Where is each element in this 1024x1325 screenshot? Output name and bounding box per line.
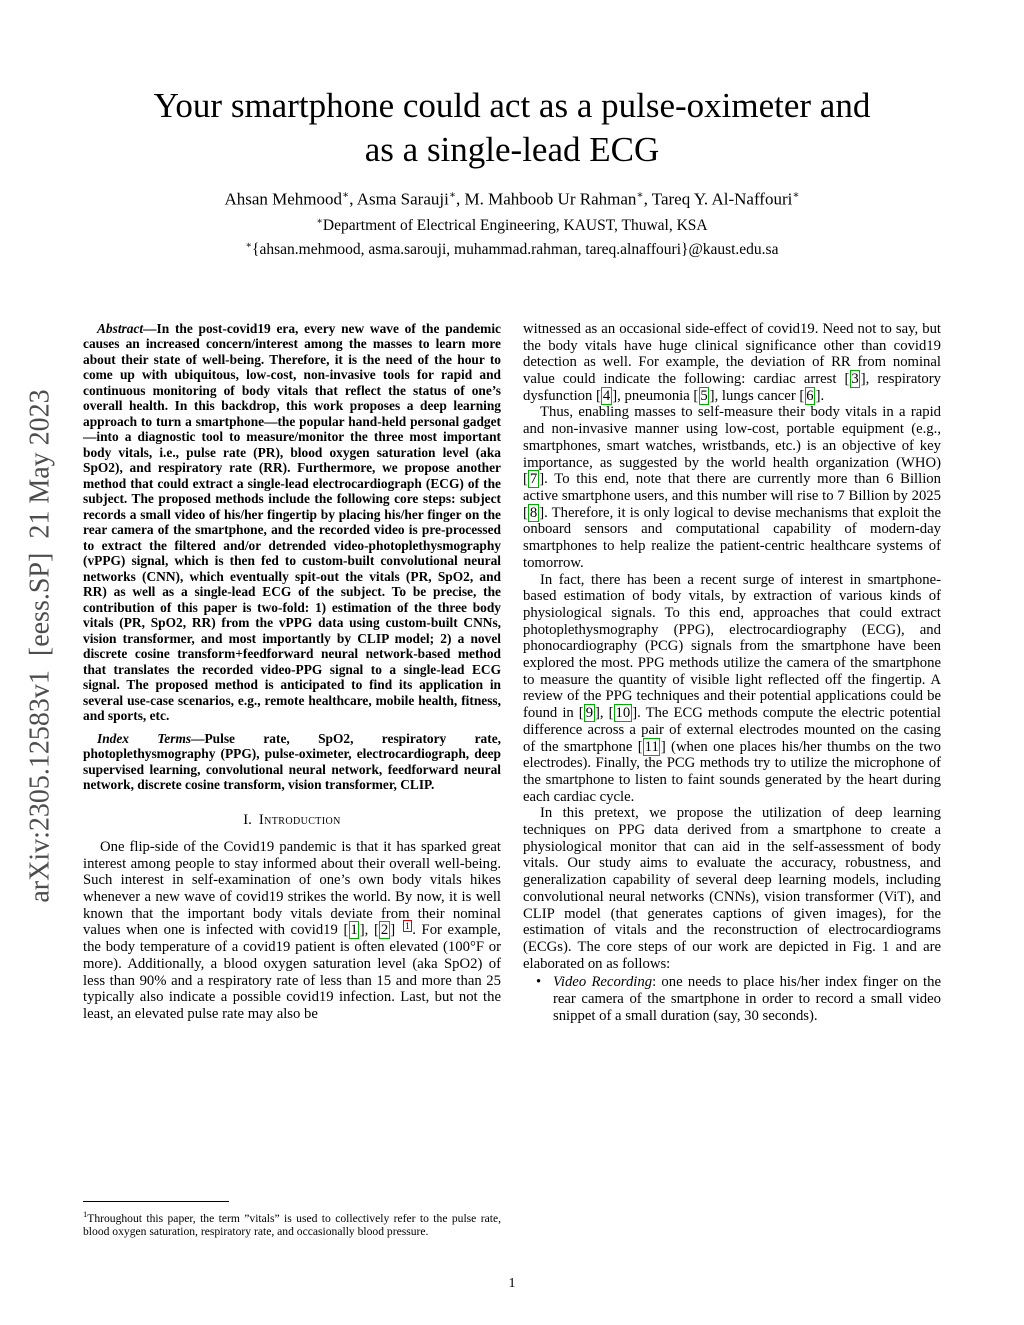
affiliation-mark: ∗: [448, 190, 457, 201]
bullet-label: Video Recording: [553, 974, 653, 991]
paper-title-line2: as a single-lead ECG: [364, 130, 660, 169]
citation-link[interactable]: 2: [380, 922, 389, 939]
paragraph-pretext: In this pretext, we propose the utilization of deep learning techniques on PPG data derived from a smartphone to create a physiological monitor that can aid in the self-assessment of body vitals. Our study aims to evaluate the accuracy, robustness, and generalization capability of several deep learning models, including convolutional neural networks (CNNs), vision transformer (ViT), and CLIP model (that generates captions of given images), for the estimation of vitals and the reconstruction of electrocardiograms (ECGs). The core steps of our work are depicted in Fig. 1 and are elaborated on as follows:: [523, 805, 941, 972]
paper-title-line1: Your smartphone could act as a pulse-oximeter and: [153, 86, 871, 125]
abstract: [83, 321, 501, 724]
citation-link[interactable]: 10: [615, 705, 631, 722]
two-column-body: [0, 321, 1024, 1239]
abstract-text: —In the post-covid19 era, every new wave of the pandemic causes an increased concern/interest among the masses to learn more about their state of well-being. Therefore, it is the need of the hour to come up with ubiquitous, low-cost, non-invasive tools for rapid and continuous monitoring of body vitals that reflect the status of one’s overall health. In this backdrop, this work proposes a deep learning approach to turn a smartphone—the popular hand-held personal gadget—into a diagnostic tool to measure/monitor the three most important body vitals, i.e., pulse rate (PR), blood oxygen saturation level (aka SpO2), and respiratory rate (RR). Furthermore, we propose another method that could extract a single-lead electrocardiograph (ECG) of the subject. The proposed methods include the following core steps: subject records a small video of his/her fingertip by placing his/her finger on the rear camera of the smartphone, and the recorded video is pre-processed to extract the filtered and/or detrended video-photoplethysmography (vPPG) signal, which is then fed to custom-built convolutional neural networks (CNN), which eventually spit-out the vitals (PR, SpO2, and RR) as well as a single-lead ECG of the subject. To be precise, the contribution of this paper is two-fold: 1) estimation of the three body vitals (PR, SpO2, RR) from the vPPG data using custom-built CNNs, vision transformer, and most importantly by CLIP model; 2) a novel discrete cosine transform+feedforward neural network-based method that translates the recorded video-PPG signal to a single-lead ECG signal. The proposed method is anticipated to find its application in several use-case scenarios, e.g., remote healthcare, mobile health, fitness, and sports, etc.: [83, 320, 501, 724]
affiliation-mark: ∗: [316, 215, 323, 227]
index-terms-label: Index Terms: [97, 730, 192, 746]
arxiv-stamp-text: arXiv:2305.12583v1 [eess.SP] 21 May 2023: [25, 389, 57, 903]
footnote-text: Throughout this paper, the term ”vitals” is used to collectively refer to the pulse rate, blood oxygen saturation, respiratory rate, and occasionally blood pressure.: [83, 1211, 501, 1239]
footnote-block: [83, 1191, 501, 1239]
paper-title: [0, 84, 1024, 172]
page-number: 1: [508, 1276, 516, 1291]
left-column: [83, 321, 501, 1239]
citation-link[interactable]: 1: [350, 922, 358, 939]
affiliation-mark: ∗: [342, 190, 350, 201]
intro-paragraph-part-b: . For example, the body temperature of a covid19 patient is often elevated (100°F or more). Additionally, a blood oxygen saturation level (aka SpO2) of less than 90% and a respiratory rate of less than 15 and more than 25 typically also indicate a possible covid19 infection. Last, but not the least, an elevated pulse rate may also be: [83, 922, 501, 1022]
footnote-rule: [83, 1201, 229, 1202]
section-heading-introduction: [83, 812, 501, 829]
bullet-icon: •: [536, 974, 542, 991]
email-line: ∗{ahsan.mehmood, asma.sarouji, muhammad.rahman, tareq.alnaffouri}@kaust.edu.sa: [245, 239, 779, 258]
section-title: Introduction: [258, 811, 341, 828]
right-column: [523, 321, 941, 1239]
paper-header: [0, 0, 1024, 259]
citation-link[interactable]: 6: [806, 387, 814, 404]
bullet-video-recording: [523, 974, 941, 1024]
citation-link[interactable]: 11: [644, 738, 659, 755]
citation-link[interactable]: 7: [529, 471, 538, 488]
bullet-text: [553, 974, 941, 1024]
paragraph-self-measure: Thus, enabling masses to self-measure their body vitals in a rapid and non-invasive manner using low-cost, portable equipment (e.g., smartphones, smart watches, wristbands, etc.) is an objective of key importance, as suggested by the world health organization (WHO) [ 7 ]. To this end, note that there are currently more than 6 Billion active smartphone users, and this number will rise to 7 Billion by 2025 [ 8 ]. Therefore, it is only logical to devise mechanisms that exploit the onboard sensors and computational capability of modern-day smartphones to help realize the patient-centric healthcare systems of tomorrow.: [523, 404, 941, 571]
affiliation-mark: ∗: [245, 239, 253, 251]
intro-paragraph-part-a: One flip-side of the Covid19 pandemic is that it has sparked great interest among people to stay informed about their overall well-being. Such interest in self-examination of one’s own body vitals hikes whenever a new wave of covid19 strikes the world. By now, it is well known that the important body vitals deviate from their nominal values when one is infected with covid19 [ 1 ], [ 2 ]: [83, 838, 501, 939]
affiliation-mark: ∗: [792, 190, 800, 201]
citation-link[interactable]: 4: [602, 387, 611, 404]
footnote-mark: 1: [83, 1209, 88, 1220]
index-terms-text: —Pulse rate, SpO2, respiratory rate, photoplethysmography (PPG), pulse-oximeter, electrocardiograph, deep supervised learning, convolutional neural network, feedforward neural network, discrete cosine transform, vision transformer, CLIP.: [83, 730, 502, 793]
paragraph-surge-of-interest: In fact, there has been a recent surge of interest in smartphone-based estimation of body vitals, by extraction of various kinds of physiological signals. To this end, approaches that could extract photoplethysmography (PPG), electrocardiography (ECG), and phonocardiography (PCG) signals from the smartphone have been explored the most. PPG methods utilize the camera of the smartphone to measure the quantity of visible light reflected off the fingertip. A review of the PPG techniques and their potential applications could be found in [ 9 ], [ 10 ]. The ECG methods compute the electric potential difference across a pair of external electrodes mounted on the casing of the smartphone [ 11 ] (when one places his/her thumbs on the two electrodes). Finally, the PCG methods try to utilize the microphone of the smartphone to listen to faint sounds generated by the heart during each cardiac cycle.: [523, 571, 941, 805]
authors-line: Ahsan Mehmood∗, Asma Sarauji∗, M. Mahboob Ur Rahman∗, Tareq Y. Al-Naffouri∗: [224, 189, 800, 209]
citation-link[interactable]: 9: [585, 705, 594, 722]
citation-link[interactable]: 8: [529, 504, 538, 521]
arxiv-stamp: [8, 300, 74, 992]
section-number: I.: [243, 811, 252, 828]
citation-link[interactable]: 5: [700, 387, 708, 404]
bullet-body: : one needs to place his/her index finger on the rear camera of the smartphone in order to record a small video snippet of a small duration (say, 30 seconds).: [553, 974, 941, 1024]
index-terms: [83, 731, 501, 793]
footnote: [83, 1208, 501, 1239]
citation-link[interactable]: 3: [851, 371, 859, 388]
abstract-label: Abstract: [97, 320, 144, 336]
affiliation-mark: ∗: [636, 190, 644, 201]
affiliation-line: ∗Department of Electrical Engineering, KAUST, Thuwal, KSA: [316, 215, 708, 234]
intro-paragraph: [83, 839, 501, 1023]
footnote-ref[interactable]: 1: [403, 920, 413, 932]
paragraph-continuation: witnessed as an occasional side-effect of covid19. Need not to say, but the body vitals have huge clinical significance other than covid19 detection as well. For example, the deviation of RR from nominal value could indicate the following: cardiac arrest [ 3 ], respiratory dysfunction [ 4 ], pneumonia [ 5 ], lungs cancer [ 6 ].: [523, 320, 941, 404]
